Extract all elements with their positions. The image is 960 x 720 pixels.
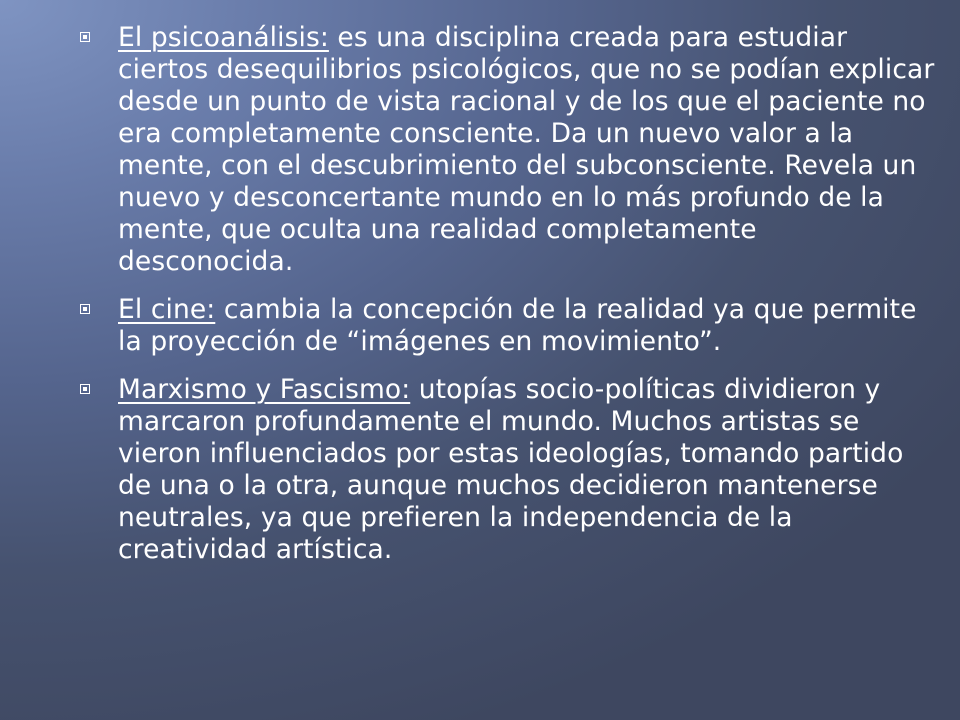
- bullet-text: es una disciplina creada para estudiar ciertos desequilibrios psicológicos, que no se podían explicar desde un punto de vista racional y de los que el paciente no era completamente consciente. Da un nuevo valor a la mente, con el descubrimiento del subconsciente. Revela un nuevo y desconcertante mundo en lo más profundo de la mente, que oculta una realidad completamente desconocida.: [118, 22, 935, 277]
- bullet-list: [76, 22, 936, 582]
- square-bullet-icon: [80, 304, 90, 314]
- bullet-text: utopías socio-políticas dividieron y marcaron profundamente el mundo. Muchos artistas se vieron influenciados por estas ideologías, tomando partido de una o la otra, aunque muchos decidieron mantenerse neutrales, ya que prefieren la independencia de la creatividad artística.: [118, 374, 904, 565]
- bullet-psicoanalisis: [76, 22, 936, 278]
- bullet-term: El cine:: [118, 294, 216, 325]
- bullet-term: El psicoanálisis:: [118, 22, 329, 53]
- square-bullet-icon: [80, 32, 90, 42]
- bullet-text: cambia la concepción de la realidad ya que permite la proyección de “imágenes en movimiento”.: [118, 294, 917, 357]
- bullet-cine: [76, 294, 936, 358]
- square-bullet-icon: [80, 384, 90, 394]
- bullet-marxismo-fascismo: [76, 374, 936, 566]
- bullet-term: Marxismo y Fascismo:: [118, 374, 411, 405]
